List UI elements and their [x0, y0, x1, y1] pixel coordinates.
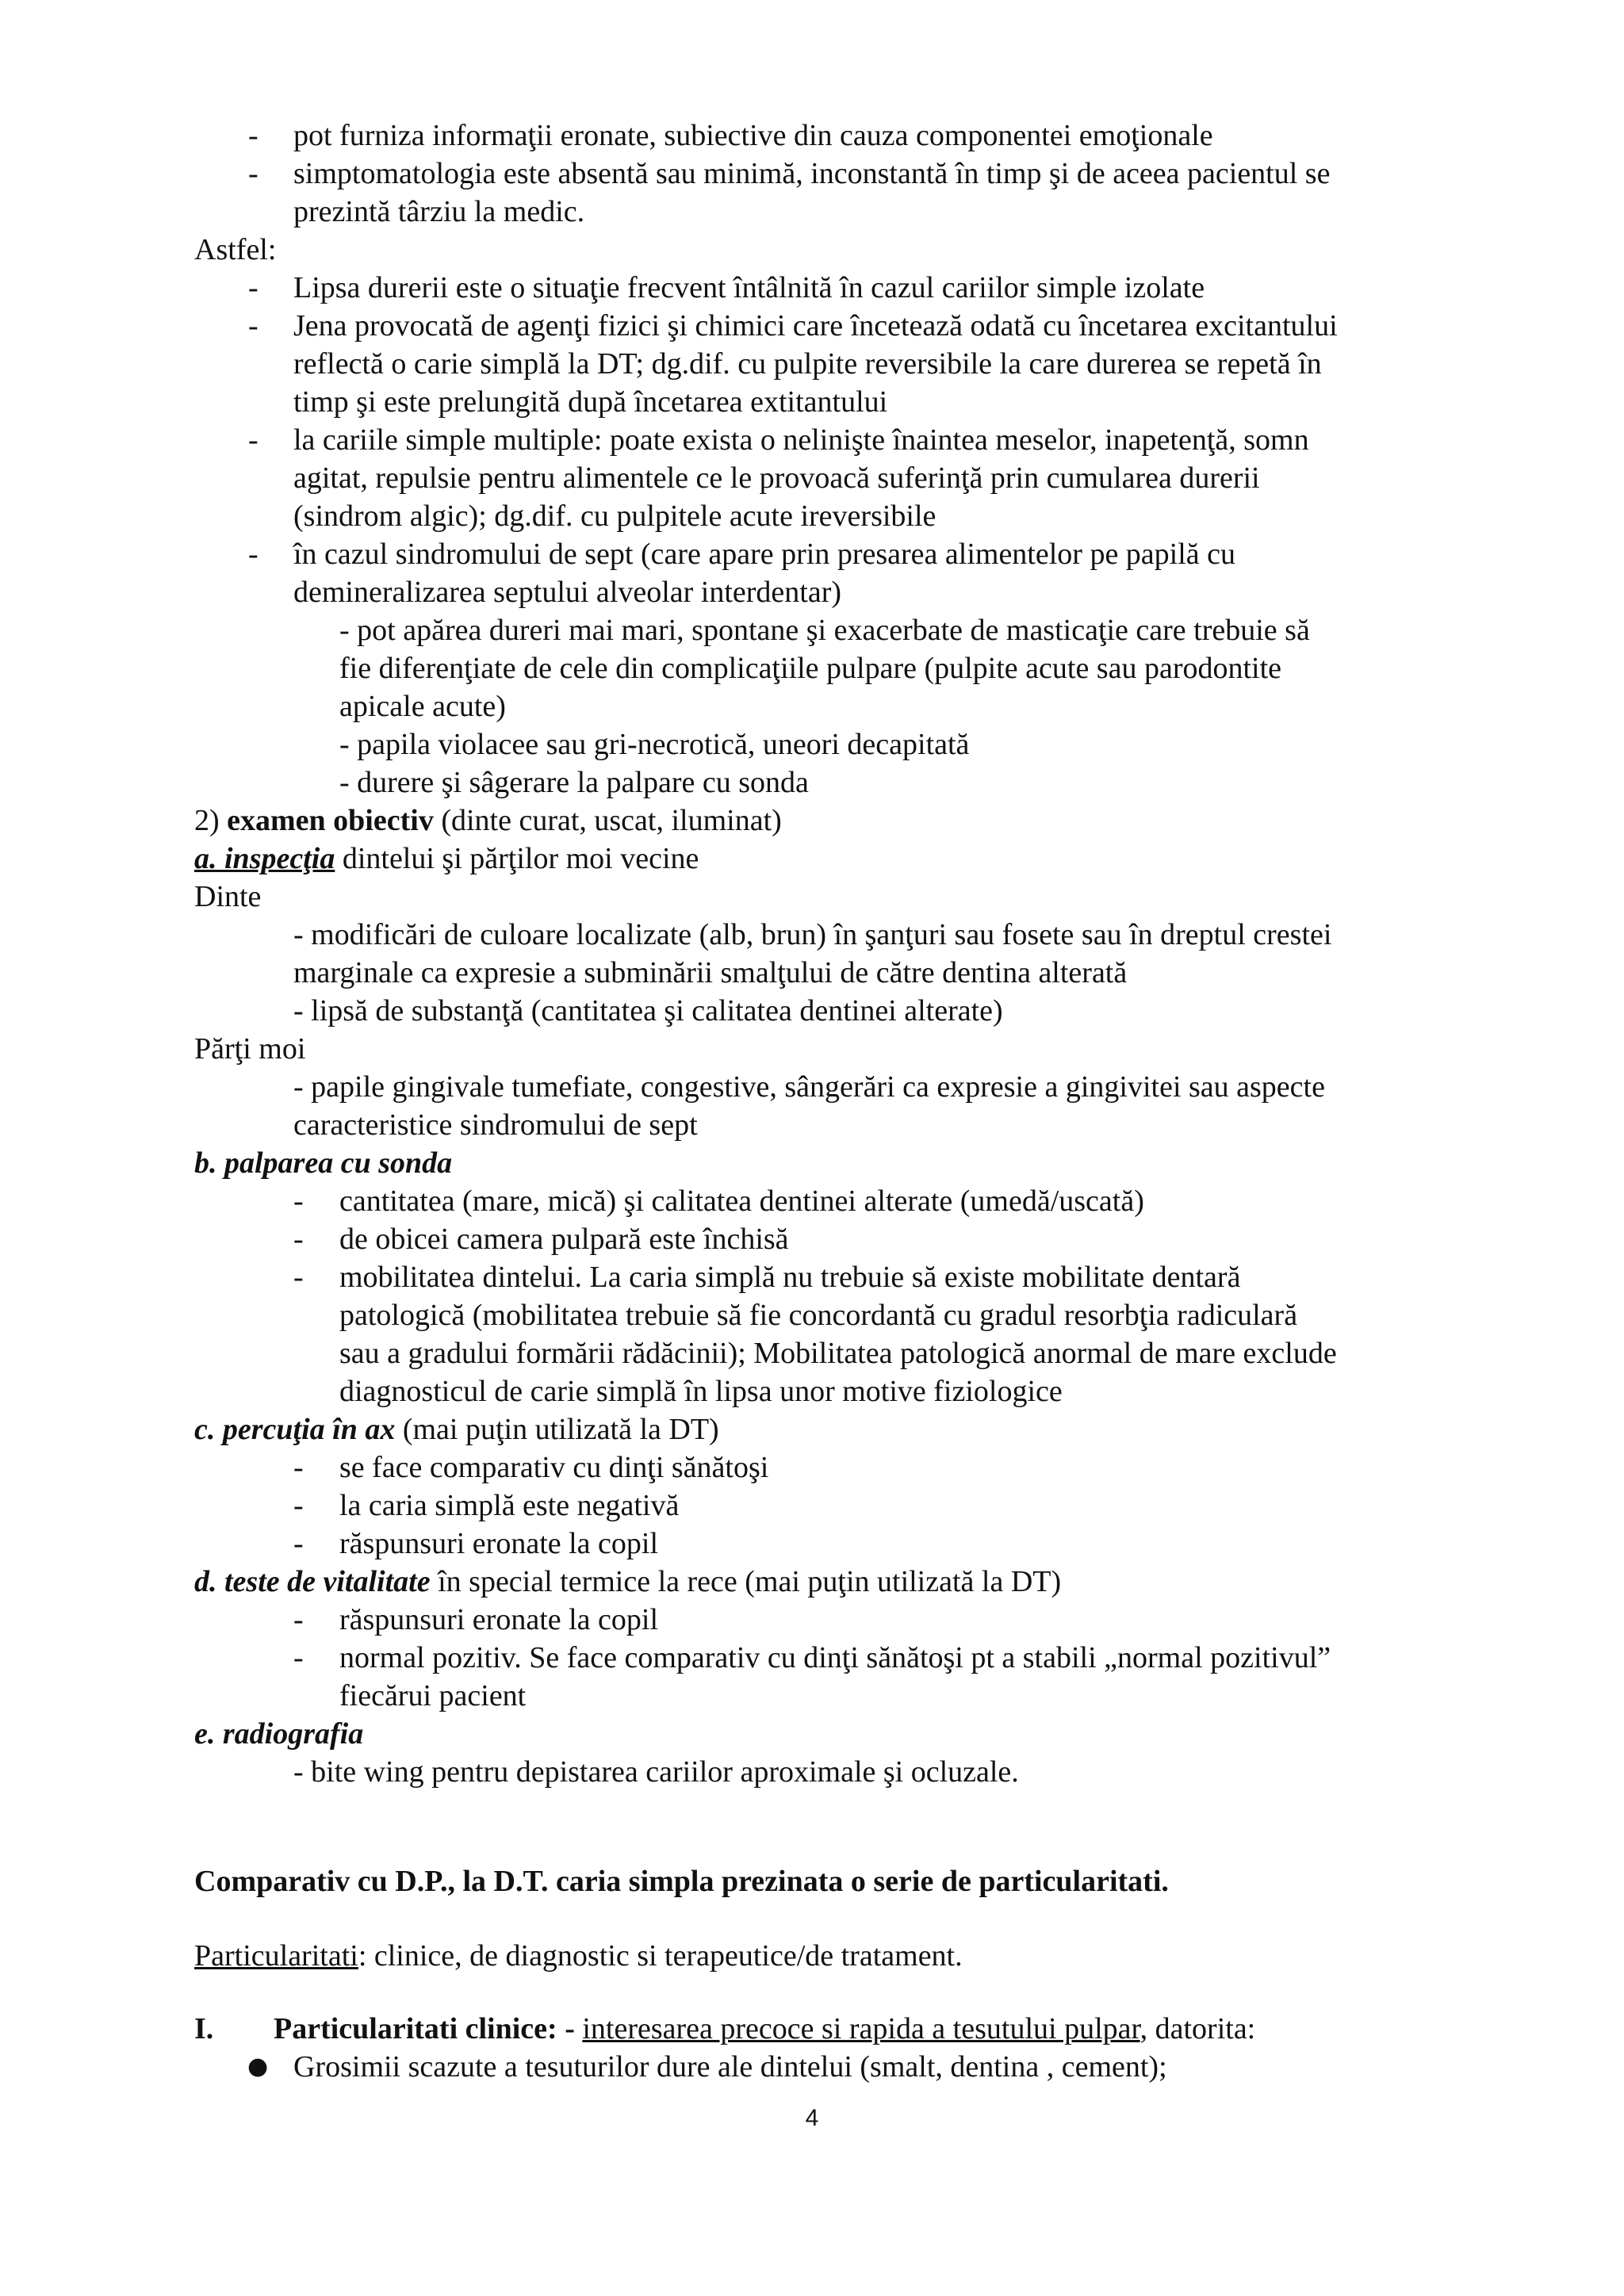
list-item-continuation: reflectă o carie simplă la DT; dg.dif. cu pulpite reversibile la care durerea se repetă în	[293, 347, 1322, 381]
subsection-heading	[194, 840, 699, 877]
list-item: cantitatea (mare, mică) şi calitatea dentinei alterate (umedă/uscată)	[339, 1184, 1144, 1218]
dash-marker: -	[293, 1184, 304, 1218]
subsection-title: b. palparea cu sonda	[194, 1146, 453, 1180]
subsection-title: e. radiografia	[194, 1717, 364, 1751]
sub-item: - bite wing pentru depistarea cariilor aproximale şi ocluzale.	[293, 1755, 1019, 1789]
dash-marker: -	[293, 1527, 304, 1560]
list-item-continuation: sau a gradului formării rădăcinii); Mobilitatea patologică anormal de mare exclude	[339, 1337, 1337, 1370]
sub-item: - modificări de culoare localizate (alb, brun) în şanţuri sau fosete sau în dreptul crestei	[293, 918, 1332, 951]
sub-item: - durere şi sâgerare la palpare cu sonda	[339, 766, 809, 799]
paragraph-label: Dinte	[194, 880, 262, 913]
sub-item: - papila violacee sau gri-necrotică, uneori decapitată	[339, 728, 970, 761]
dash-marker: -	[293, 1223, 304, 1256]
dash-marker: -	[248, 271, 259, 304]
list-item: pot furniza informaţii eronate, subiective din cauza componentei emoţionale	[293, 119, 1213, 152]
dash-marker: -	[248, 157, 259, 190]
subsection-heading	[194, 1411, 719, 1448]
dash-marker: -	[248, 423, 259, 457]
page-number: 4	[805, 2105, 819, 2131]
list-item-continuation: prezintă târziu la medic.	[293, 195, 585, 228]
subsection-title: d. teste de vitalitate	[194, 1565, 431, 1598]
section-heading	[194, 802, 782, 839]
bullet-icon: ●	[247, 2053, 269, 2080]
dash-marker: -	[248, 119, 259, 152]
subsection-note: dintelui şi părţilor moi vecine	[335, 842, 699, 875]
bold-paragraph: Comparativ cu D.P., la D.T. caria simpla prezinata o serie de particularitati.	[194, 1865, 1169, 1898]
heading-number: 2)	[194, 804, 228, 837]
list-item-continuation: diagnosticul de carie simplă în lipsa unor motive fiziologice	[339, 1375, 1063, 1408]
paragraph-label: Astfel:	[194, 233, 277, 266]
list-item: Lipsa durerii este o situaţie frecvent întâlnită în cazul cariilor simple izolate	[293, 271, 1205, 304]
heading-bold: examen obiectiv	[227, 804, 434, 837]
sub-item-continuation: apicale acute)	[339, 690, 506, 723]
list-item: se face comparativ cu dinţi sănătoşi	[339, 1451, 769, 1484]
dash-marker: -	[293, 1641, 304, 1674]
list-item-continuation: timp şi este prelungită după încetarea extitantului	[293, 385, 888, 419]
list-item-continuation: patologică (mobilitatea trebuie să fie concordantă cu gradul resorbţia radiculară	[339, 1299, 1298, 1332]
dash-marker: -	[293, 1261, 304, 1294]
list-item: mobilitatea dintelui. La caria simplă nu trebuie să existe mobilitate dentară	[339, 1261, 1241, 1294]
subsection-heading	[194, 1563, 1061, 1600]
list-item: de obicei camera pulpară este închisă	[339, 1223, 789, 1256]
paragraph-text: : clinice, de diagnostic si terapeutice/de tratament.	[358, 1939, 963, 1973]
list-item: răspunsuri eronate la copil	[339, 1603, 659, 1636]
sub-item-continuation: fie diferenţiate de cele din complicaţiile pulpare (pulpite acute sau parodontite	[339, 652, 1282, 685]
list-item-continuation: agitat, repulsie pentru alimentele ce le provoacă suferinţă prin cumularea durerii	[293, 461, 1260, 495]
list-item	[293, 155, 1435, 192]
section-heading	[274, 2011, 1255, 2047]
underlined-term: Particularitati	[194, 1939, 358, 1973]
list-item: la cariile simple multiple: poate exista o nelinişte înaintea meselor, inapetenţă, somn	[293, 423, 1309, 457]
list-item: răspunsuri eronate la copil	[339, 1527, 659, 1560]
text-run: simptomatologia este absentă sau minimă, inconstantă în timp şi de aceea pacientul se	[293, 157, 1331, 190]
bullet-item: Grosimii scazute a tesuturilor dure ale dintelui (smalt, dentina , cement);	[293, 2050, 1167, 2084]
list-item-continuation: (sindrom algic); dg.dif. cu pulpitele acute ireversibile	[293, 499, 936, 533]
sub-item: - lipsă de substanţă (cantitatea şi calitatea dentinei alterate)	[293, 994, 1003, 1027]
list-item-continuation: demineralizarea septului alveolar interdentar)	[293, 576, 842, 609]
sub-item: - papile gingivale tumefiate, congestive, sângerări ca expresie a gingivitei sau aspecte	[293, 1070, 1325, 1104]
sub-item-continuation: marginale ca expresie a subminării smalţului de către dentina alterată	[293, 956, 1128, 989]
subsection-note: (mai puţin utilizată la DT)	[395, 1413, 719, 1446]
dash-marker: -	[293, 1489, 304, 1522]
heading-tail: , datorita:	[1139, 2012, 1256, 2045]
list-item: Jena provocată de agenţi fizici şi chimici care încetează odată cu încetarea excitantului	[293, 309, 1338, 342]
subsection-note: în special termice la rece (mai puţin utilizată la DT)	[430, 1565, 1062, 1598]
underlined-phrase: interesarea precoce si rapida a tesutului pulpar	[582, 2012, 1140, 2045]
heading-space	[575, 2012, 583, 2045]
list-item-continuation: fiecărui pacient	[339, 1679, 527, 1712]
sub-item-continuation: caracteristice sindromului de sept	[293, 1108, 698, 1142]
list-item: în cazul sindromului de sept (care apare prin presarea alimentelor pe papilă cu	[293, 538, 1236, 571]
list-item: la caria simplă este negativă	[339, 1489, 680, 1522]
list-item: normal pozitiv. Se face comparativ cu dinţi sănătoşi pt a stabili „normal pozitivul”	[339, 1641, 1331, 1674]
dash-marker: -	[293, 1451, 304, 1484]
paragraph	[194, 1938, 963, 1974]
roman-numeral: I.	[194, 2012, 214, 2045]
heading-bold: Particularitati clinice: -	[274, 2012, 575, 2045]
paragraph-label: Părţi moi	[194, 1032, 306, 1066]
sub-item: - pot apărea dureri mai mari, spontane şi exacerbate de masticaţie care trebuie să	[339, 614, 1310, 647]
dash-marker: -	[293, 1603, 304, 1636]
heading-note: (dinte curat, uscat, iluminat)	[433, 804, 782, 837]
dash-marker: -	[248, 538, 259, 571]
dash-marker: -	[248, 309, 259, 342]
subsection-title: a. inspecţia	[194, 842, 335, 875]
subsection-title: c. percuţia în ax	[194, 1413, 396, 1446]
